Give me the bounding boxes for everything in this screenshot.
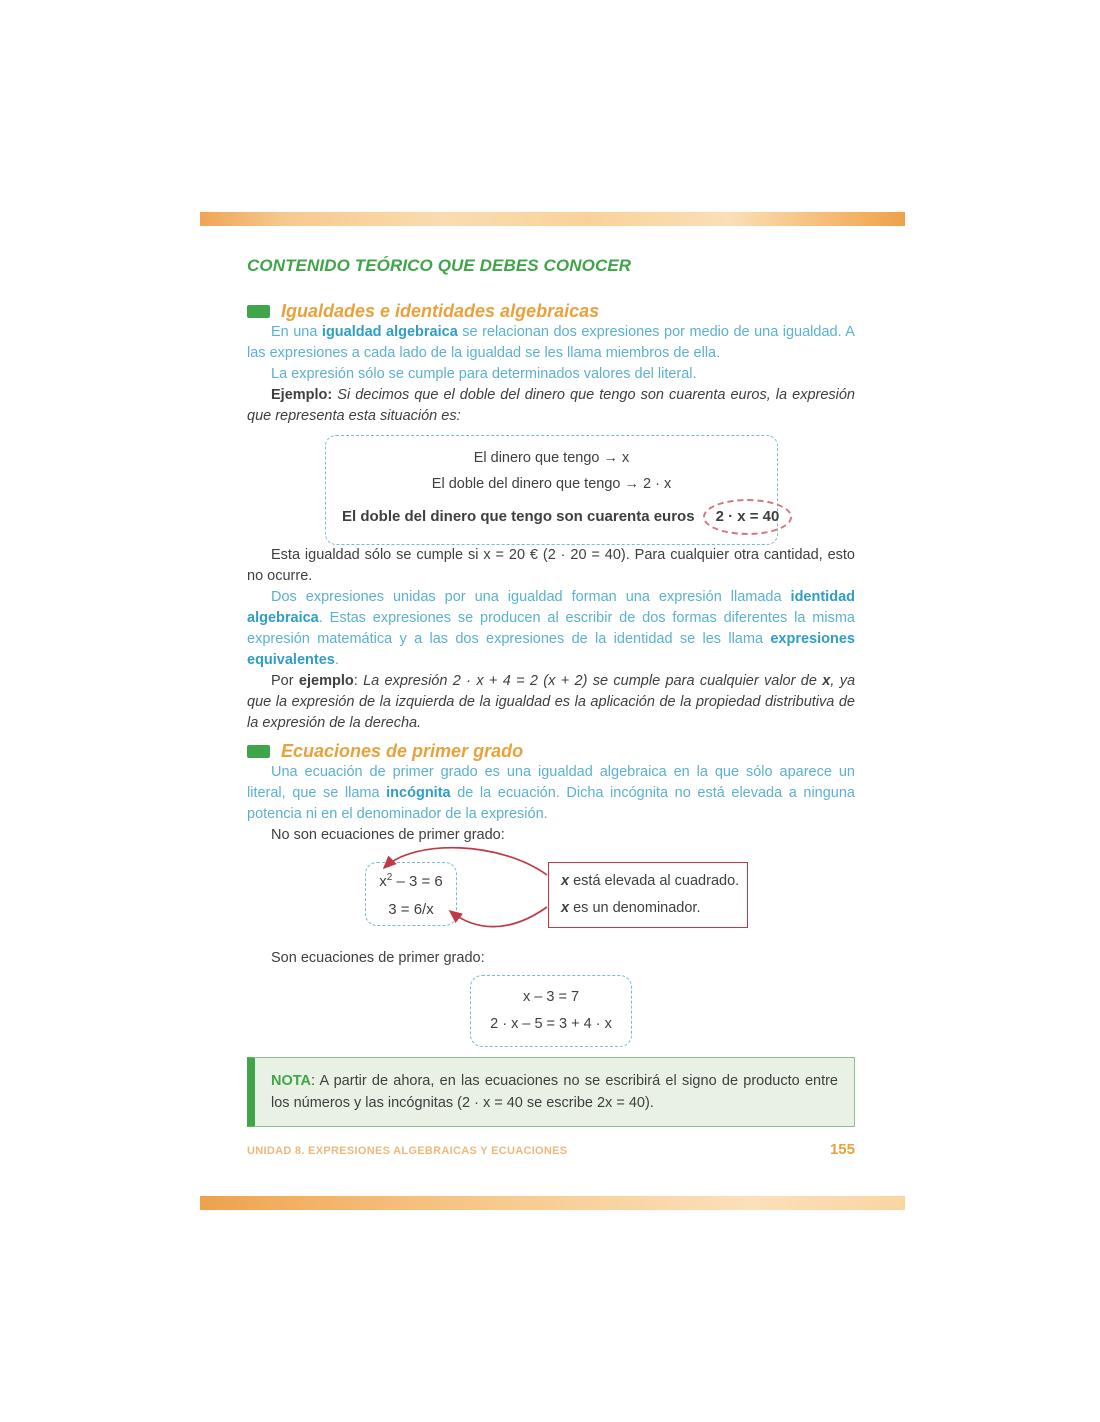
nota-label: NOTA — [271, 1073, 312, 1089]
paragraph-expresion-literal: La expresión sólo se cumple para determinados valores del literal. — [271, 366, 697, 382]
green-square-bullet-icon — [247, 305, 270, 318]
page-title: CONTENIDO TEÓRICO QUE DEBES CONOCER — [247, 256, 632, 275]
text-segment: Si decimos que el doble del dinero que tengo son cuarenta euros, la expresión que representa esta situación es: — [247, 387, 855, 424]
section-heading-igualdades — [247, 300, 855, 322]
non-first-degree-equations-box — [365, 862, 457, 926]
page-footer — [247, 1141, 855, 1158]
reason-squared — [561, 868, 740, 895]
green-square-bullet-icon — [247, 745, 270, 758]
paragraph-igualdad-intro — [247, 322, 855, 364]
paragraph-ecuacion-intro — [247, 762, 855, 825]
eq-exponent: 2 — [386, 872, 393, 883]
example-line-3 — [342, 499, 780, 535]
section-heading-label: Ecuaciones de primer grado — [281, 741, 524, 761]
text-segment: , ya que la expresión de la izquierda de la igualdad es la aplicación de la propiedad distributiva de la expresión de la derecha. — [247, 673, 856, 731]
non-first-degree-diagram — [247, 846, 855, 946]
text-segment: : — [353, 673, 364, 689]
equation-line: 2 · x – 5 = 3 + 4 · x — [490, 1016, 612, 1032]
label-son-ecuaciones: Son ecuaciones de primer grado: — [271, 950, 485, 966]
top-gradient-bar — [200, 212, 905, 226]
equation-x-denominator: 3 = 6/x — [388, 901, 434, 918]
term-igualdad-algebraica: igualdad algebraica — [321, 324, 458, 340]
unit-title: UNIDAD 8. EXPRESIONES ALGEBRAICAS Y ECUACIONES — [247, 1145, 568, 1157]
example-dashed-box — [325, 435, 778, 545]
circled-equation: 2 · x = 40 — [703, 499, 793, 535]
text-segment: Por — [271, 673, 299, 689]
page-content — [247, 255, 855, 1158]
example-line-3-text: El doble del dinero que tengo son cuarenta euros — [342, 508, 695, 525]
ejemplo-label: Ejemplo: — [271, 387, 333, 403]
text-segment: Una ecuación de primer grado es una igualdad algebraica en la que sólo aparece un literal, que se llama — [247, 764, 855, 801]
nota-callout-box — [247, 1057, 855, 1127]
text-segment: es un denominador. — [569, 900, 701, 916]
section-heading-label: Igualdades e identidades algebraicas — [281, 301, 600, 321]
nota-text — [271, 1070, 838, 1114]
example-line-2: El doble del dinero que tengo → 2 · x — [431, 476, 672, 492]
text-segment: se relacionan dos expresiones por medio de una igualdad. A las expresiones a cada lado de la igualdad se les llama miembros de ella. — [247, 324, 855, 361]
label-no-son-ecuaciones: No son ecuaciones de primer grado: — [271, 827, 505, 843]
text-segment: La expresión 2 · x + 4 = 2 (x + 2) se cumple para cualquier valor de — [363, 673, 823, 689]
variable-x: x — [561, 900, 570, 916]
equation-x-squared — [379, 864, 443, 896]
text-segment: de la ecuación. Dicha incógnita no está elevada a ninguna potencia ni en el denominador de la expresión. — [247, 785, 855, 822]
term-incognita: incógnita — [386, 785, 451, 801]
example-line-1: El dinero que tengo → x — [473, 450, 630, 466]
arrow-to-denominator-icon — [450, 907, 547, 927]
page-number: 155 — [829, 1141, 855, 1158]
paragraph-ejemplo — [247, 385, 855, 427]
text-segment: Dos expresiones unidas por una igualdad forman una expresión llamada — [271, 589, 791, 605]
reason-label-box — [548, 862, 748, 928]
paragraph-por-ejemplo — [247, 671, 855, 734]
text-segment: . — [334, 652, 339, 668]
ejemplo-label: ejemplo — [298, 673, 354, 689]
term-identidad-algebraica: identidad algebraica — [247, 589, 855, 626]
variable-x: x — [561, 873, 570, 889]
text-segment: En una — [271, 324, 322, 340]
bottom-gradient-bar — [200, 1196, 905, 1210]
term-expresiones-equivalentes: expresiones equivalentes — [247, 631, 855, 668]
text-segment: . Estas expresiones se producen al escribir de dos formas diferentes la misma expresión matemática y a las dos expresiones de la identidad se les llama — [247, 610, 855, 647]
paragraph-igualdad-cumple: Esta igualdad sólo se cumple si x = 20 € (2 · 20 = 40). Para cualquier otra cantidad, esto no ocurre. — [247, 547, 855, 584]
equation-line: x – 3 = 7 — [522, 989, 580, 1005]
paragraph-identidad — [247, 587, 855, 671]
eq-rest: – 3 = 6 — [392, 873, 443, 890]
reason-denominator — [561, 895, 735, 922]
first-degree-equations-box — [470, 975, 632, 1047]
section-heading-ecuaciones — [247, 740, 855, 762]
variable-x: x — [822, 673, 831, 689]
eq-base: x — [379, 873, 387, 890]
text-segment: : A partir de ahora, en las ecuaciones no se escribirá el signo de producto entre los números y las incógnitas (2 · x = 40 se escribe 2x = 40). — [271, 1073, 838, 1111]
text-segment: está elevada al cuadrado. — [569, 873, 740, 889]
